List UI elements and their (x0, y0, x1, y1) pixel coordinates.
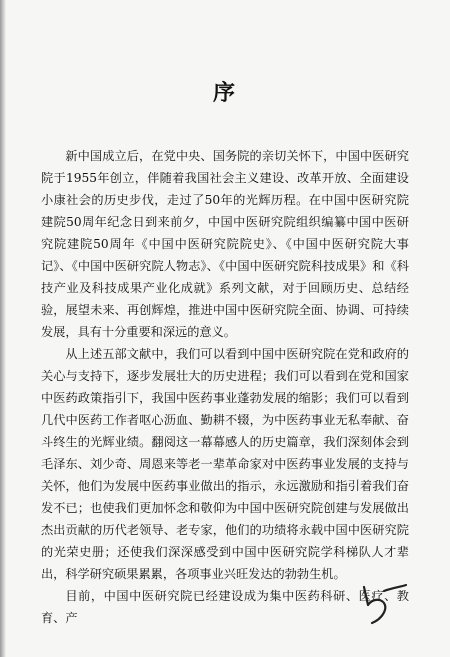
paragraph-1: 新中国成立后，在党中央、国务院的亲切关怀下，中国中医研究院于1955年创立，伴随着我国社会主义建设、改革开放、全面建设小康社会的历史步伐，走过了50年的光辉历程。在中国中医研究院建院50周年纪念日到来前夕，中国中医研究院组织编纂中国中医研究院建院50周年《中国中医研究院院史》、《中国中医研究院大事记》、《中国中医研究院人物志》、《中国中医研究院科技成果》和《科技产业及科技成果产业化成就》系列文献，对于回顾历史、总结经验，展望未来、再创辉煌，推进中国中医研究院全面、协调、可持续发展，具有十分重要和深远的意义。 (41, 149, 409, 339)
paragraph-3: 目前，中国中医研究院已经建设成为集中医药科研、医疗、教育、产 (41, 589, 409, 625)
preface-body (41, 145, 409, 629)
page-title: 序 (212, 80, 237, 106)
paragraph-2: 从上述五部文献中，我们可以看到中国中医研究院在党和政府的关心与支持下，逐步发展壮大的历史进程；我们可以看到在党和国家中医药政策指引下，我国中医药事业蓬勃发展的缩影；我们可以看到几代中医药工作者呕心沥血、勤耕不辍，为中医药事业无私奉献、奋斗终生的光辉业绩。翻阅这一幕幕感人的历史篇章，我们深刻体会到毛泽东、刘少奇、周恩来等老一辈革命家对中医药事业发展的支持与关怀，他们为发展中医药事业做出的指示，永远激励和指引着我们奋发不已；也使我们更加怀念和敬仰为中国中医研究院创建与发展做出杰出贡献的历代老领导、老专家，他们的功绩将永载中国中医研究院的光荣史册；还使我们深深感受到中国中医研究院学科梯队人才辈出，科学研究硕果累累，各项事业兴旺发达的勃勃生机。 (41, 347, 409, 581)
handwritten-page-mark (354, 579, 410, 631)
